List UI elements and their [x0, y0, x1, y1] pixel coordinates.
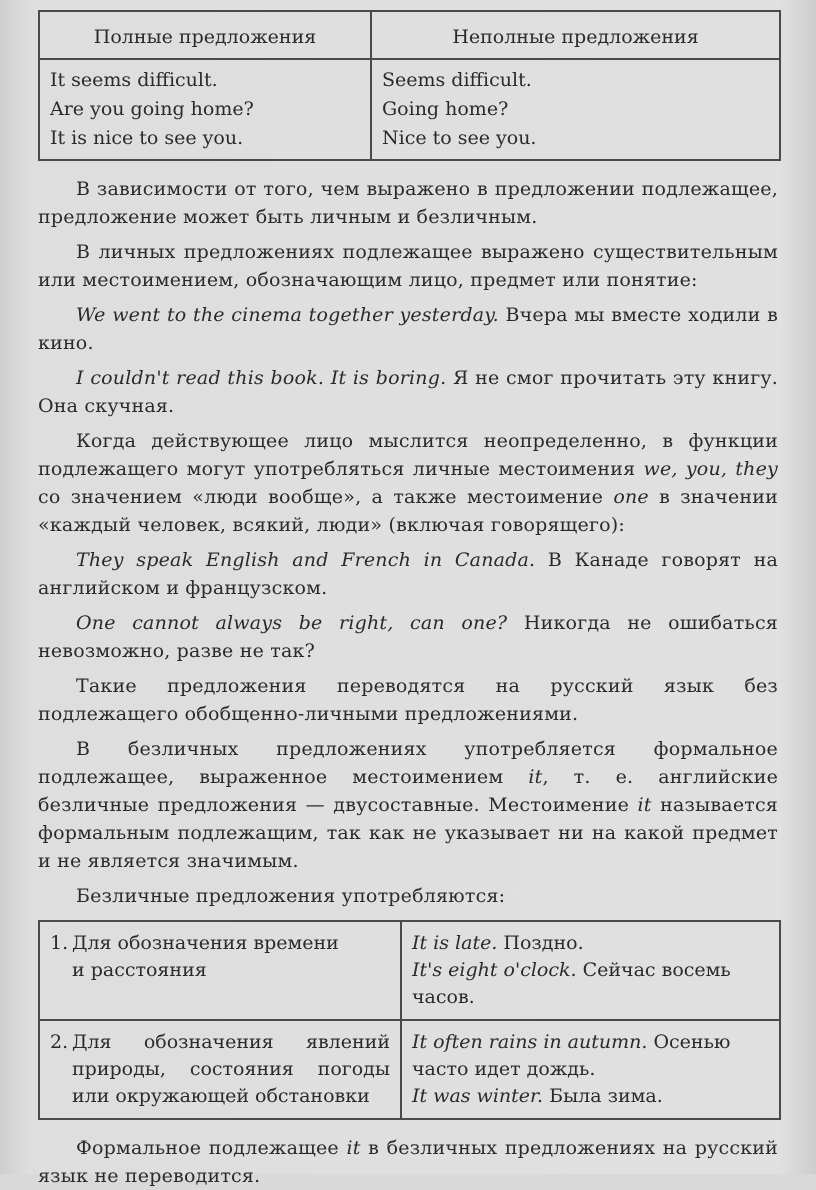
complete-sentence: It seems difficult.	[50, 69, 218, 91]
impersonal-usage-table	[38, 920, 781, 1120]
paragraph: Безличные предложения употребляются:	[76, 885, 506, 907]
header-incomplete: Неполные предложения	[371, 11, 780, 59]
example: One cannot always be right, can one? Никогда не ошибаться невозможно, разве не так?	[38, 612, 778, 662]
paragraph: В зависимости от того, чем выражено в предложении подлежащее, предложение может быть личным и безличным.	[38, 178, 778, 228]
incomplete-sentence: Nice to see you.	[382, 127, 537, 149]
incomplete-sentence: Seems difficult.	[382, 69, 532, 91]
incomplete-sentence: Going home?	[382, 98, 509, 120]
example: I couldn't read this book. It is boring. Я не смог прочитать эту книгу. Она скучная.	[38, 367, 778, 417]
paragraph: Такие предложения переводятся на русский язык без подлежащего обобщенно-личными предложениями.	[38, 675, 778, 725]
paragraph: В безличных предложениях употребляется формальное подлежащее, выраженное местоимением it, т. е. английские безличные предложения — двусоставные. Местоимение it называется формальным подлежащим, так как не указывает ни на какой предмет и не является значимым.	[38, 738, 779, 872]
usage-label-cell: 2. Для обозначения явлений природы, состояния погоды или окружающей обстановки	[39, 1020, 401, 1119]
usage-example-cell: It is late. Поздно. It's eight o'clock. Сейчас восемь часов.	[401, 921, 780, 1020]
example: We went to the cinema together yesterday. Вчера мы вместе ходили в кино.	[38, 304, 779, 354]
complete-sentence: Are you going home?	[50, 98, 254, 120]
usage-example-cell: It often rains in autumn. Осенью часто идет дождь. It was winter. Была зима.	[401, 1020, 780, 1119]
incomplete-sentences-cell	[371, 59, 780, 160]
paragraph: Формальное подлежащее it в безличных предложениях на русский язык не переводится.	[38, 1137, 778, 1187]
complete-incomplete-table	[38, 10, 781, 161]
complete-sentences-cell	[39, 59, 371, 160]
paragraph: В личных предложениях подлежащее выражено существительным или местоимением, обозначающим лицо, предмет или понятие:	[38, 241, 778, 291]
example: They speak English and French in Canada. В Канаде говорят на английском и французском.	[38, 549, 778, 599]
usage-label-cell: 1. Для обозначения времени и расстояния	[39, 921, 401, 1020]
complete-sentence: It is nice to see you.	[50, 127, 244, 149]
paragraph: Когда действующее лицо мыслится неопределенно, в функции подлежащего могут употребляться личные местоимения we, you, they со значением «люди вообще», а также местоимение one в значении «каждый человек, всякий, люди» (включая говорящего):	[38, 430, 778, 536]
header-complete: Полные предложения	[39, 11, 371, 59]
